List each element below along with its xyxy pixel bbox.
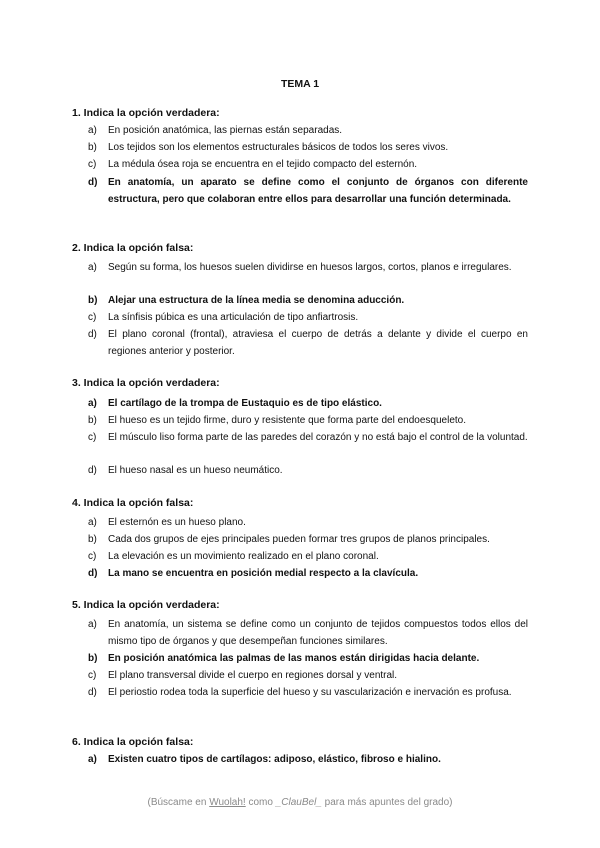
page-title: TEMA 1 bbox=[280, 78, 320, 90]
question-3-option-c bbox=[88, 429, 528, 446]
option-letter: a) bbox=[88, 262, 97, 273]
option-letter: b) bbox=[88, 142, 97, 153]
option-letter: a) bbox=[88, 398, 97, 409]
option-text: Existen cuatro tipos de cartílagos: adiposo, elástico, fibroso e hialino. bbox=[108, 754, 441, 765]
question-4-option-b bbox=[88, 531, 528, 548]
question-2-option-a bbox=[88, 259, 528, 276]
question-1-option-b bbox=[88, 139, 528, 156]
option-letter: d) bbox=[88, 687, 97, 698]
question-5-option-b bbox=[88, 650, 528, 667]
footer-username: _ClauBel_ bbox=[275, 797, 322, 808]
question-3-label: 3. Indica la opción verdadera: bbox=[72, 377, 220, 389]
option-text: Cada dos grupos de ejes principales pueden formar tres grupos de planos principales. bbox=[108, 534, 490, 545]
question-4-option-a bbox=[88, 514, 528, 531]
question-5-option-c bbox=[88, 667, 528, 684]
option-text: La elevación es un movimiento realizado en el plano coronal. bbox=[108, 551, 379, 562]
footer-open: (Búscame en bbox=[147, 797, 210, 808]
option-letter: c) bbox=[88, 670, 97, 681]
option-letter: b) bbox=[88, 295, 98, 306]
option-text: Según su forma, los huesos suelen dividirse en huesos largos, cortos, planos e irregulares. bbox=[108, 262, 512, 273]
option-letter: b) bbox=[88, 415, 97, 426]
option-letter: a) bbox=[88, 517, 97, 528]
option-text: La médula ósea roja se encuentra en el tejido compacto del esternón. bbox=[108, 159, 418, 170]
option-letter: b) bbox=[88, 534, 97, 545]
question-2-label: 2. Indica la opción falsa: bbox=[72, 242, 194, 254]
question-1-label: 1. Indica la opción verdadera: bbox=[72, 107, 220, 119]
question-4-option-d bbox=[88, 565, 528, 582]
question-5-label: 5. Indica la opción verdadera: bbox=[72, 599, 220, 611]
option-text: En anatomía, un aparato se define como el conjunto de órganos con diferente estructura, pero que colaboran entre ellos para desarrollar una función determinada. bbox=[108, 177, 528, 205]
question-1-option-d bbox=[88, 174, 528, 208]
option-text: El cartílago de la trompa de Eustaquio es de tipo elástico. bbox=[108, 398, 382, 409]
question-5-option-d bbox=[88, 684, 528, 701]
question-2-option-c bbox=[88, 309, 528, 326]
option-text: Alejar una estructura de la línea media se denomina aducción. bbox=[108, 295, 405, 306]
option-text: El esternón es un hueso plano. bbox=[108, 517, 246, 528]
option-text: El plano transversal divide el cuerpo en regiones dorsal y ventral. bbox=[108, 670, 398, 681]
question-1-option-a bbox=[88, 122, 528, 139]
option-letter: c) bbox=[88, 551, 97, 562]
question-6-label: 6. Indica la opción falsa: bbox=[72, 736, 194, 748]
option-text: Los tejidos son los elementos estructurales básicos de todos los seres vivos. bbox=[108, 142, 449, 153]
option-letter: d) bbox=[88, 329, 97, 340]
option-text: La mano se encuentra en posición medial respecto a la clavícula. bbox=[108, 568, 419, 579]
option-letter: a) bbox=[88, 754, 97, 765]
option-letter: c) bbox=[88, 159, 97, 170]
option-letter: a) bbox=[88, 619, 97, 630]
question-3-option-b bbox=[88, 412, 528, 429]
option-letter: d) bbox=[88, 465, 97, 476]
option-text: En posición anatómica las palmas de las manos están dirigidas hacia delante. bbox=[108, 653, 480, 664]
option-text: El periostio rodea toda la superficie del hueso y su vascularización e inervación es profusa. bbox=[108, 687, 512, 698]
option-letter: d) bbox=[88, 177, 98, 188]
question-3-option-a bbox=[88, 395, 528, 412]
option-letter: c) bbox=[88, 432, 97, 443]
footer-middle: como bbox=[245, 797, 276, 808]
option-text: En anatomía, un sistema se define como un conjunto de tejidos compuestos todos ellos del mismo tipo de órganos y que desempeñan funciones similares. bbox=[108, 619, 528, 647]
option-text: En posición anatómica, las piernas están separadas. bbox=[108, 125, 343, 136]
option-text: El hueso nasal es un hueso neumático. bbox=[108, 465, 283, 476]
question-3-option-d bbox=[88, 462, 528, 479]
question-2-option-d bbox=[88, 326, 528, 360]
option-text: El plano coronal (frontal), atraviesa el cuerpo de detrás a delante y divide el cuerpo en regiones anterior y posterior. bbox=[108, 329, 528, 357]
question-5-option-a bbox=[88, 616, 528, 650]
option-letter: c) bbox=[88, 312, 97, 323]
question-6-option-a bbox=[88, 751, 528, 768]
footer-close: para más apuntes del grado) bbox=[321, 797, 453, 808]
option-text: El músculo liso forma parte de las paredes del corazón y no está bajo el control de la voluntad. bbox=[108, 432, 528, 443]
question-2-option-b bbox=[88, 292, 528, 309]
option-text: El hueso es un tejido firme, duro y resistente que forma parte del endoesqueleto. bbox=[108, 415, 466, 426]
option-letter: d) bbox=[88, 568, 98, 579]
option-text: La sínfisis púbica es una articulación de tipo anfiartrosis. bbox=[108, 312, 359, 323]
option-letter: a) bbox=[88, 125, 97, 136]
question-4-option-c bbox=[88, 548, 528, 565]
footer-site-link[interactable]: Wuolah! bbox=[209, 797, 246, 808]
question-4-label: 4. Indica la opción falsa: bbox=[72, 497, 194, 509]
question-1-option-c bbox=[88, 156, 528, 173]
page-footer bbox=[0, 797, 600, 808]
option-letter: b) bbox=[88, 653, 98, 664]
